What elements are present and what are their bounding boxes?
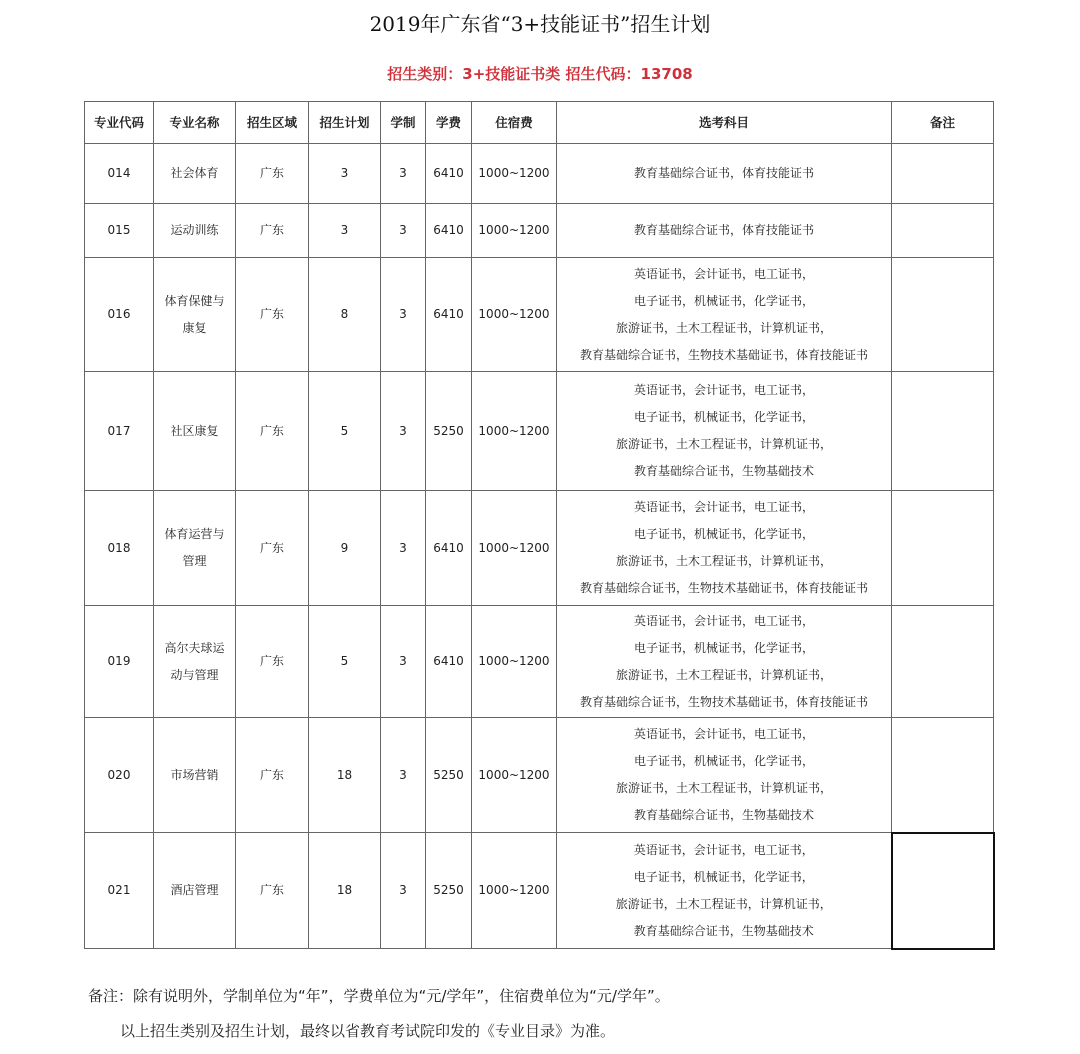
exam-subjects xyxy=(557,258,892,372)
tuition: 6410 xyxy=(426,606,472,718)
major-code: 017 xyxy=(85,372,154,491)
footer-note: 备注：除有说明外，学制单位为“年”，学费单位为“元/学年”，住宿费单位为“元/学年”。 xyxy=(88,987,670,1005)
major-name xyxy=(154,491,236,606)
exam-subjects-line: 电子证书，机械证书，化学证书， xyxy=(633,410,814,424)
exam-subjects-line: 电子证书，机械证书，化学证书， xyxy=(633,527,814,541)
exam-subjects-line: 英语证书，会计证书，电工证书， xyxy=(633,266,814,281)
dorm-fee: 1000~1200 xyxy=(472,372,557,491)
duration: 3 xyxy=(381,372,426,491)
table-row xyxy=(85,258,994,372)
exam-subjects-line: 英语证书，会计证书，电工证书， xyxy=(633,727,814,741)
duration: 3 xyxy=(381,606,426,718)
dorm-fee: 1000~1200 xyxy=(472,606,557,718)
region: 广东 xyxy=(236,718,309,833)
major-name-line: 酒店管理 xyxy=(170,883,219,897)
table-row xyxy=(85,204,994,258)
major-name xyxy=(154,718,236,833)
column-header: 招生计划 xyxy=(309,102,381,144)
major-name-line: 市场营销 xyxy=(170,767,219,782)
enrollment-category: 招生类别：3+技能证书类 招生代码：13708 xyxy=(387,65,693,83)
column-header: 招生区域 xyxy=(236,102,309,144)
remarks xyxy=(892,372,994,491)
major-name-line: 体育保健与 xyxy=(164,293,225,308)
region: 广东 xyxy=(236,204,309,258)
major-name-line: 高尔夫球运 xyxy=(164,640,225,655)
tuition: 6410 xyxy=(426,144,472,204)
table-row xyxy=(85,606,994,718)
exam-subjects-line: 英语证书，会计证书，电工证书， xyxy=(633,613,814,628)
exam-subjects-line: 电子证书，机械证书，化学证书， xyxy=(633,754,814,768)
exam-subjects-line: 教育基础综合证书，生物技术基础证书，体育技能证书 xyxy=(579,347,868,362)
major-code: 021 xyxy=(85,833,154,949)
duration: 3 xyxy=(381,491,426,606)
remarks xyxy=(892,204,994,258)
tuition: 6410 xyxy=(426,204,472,258)
exam-subjects-line: 旅游证书，土木工程证书，计算机证书， xyxy=(615,554,832,568)
column-header: 学制 xyxy=(381,102,426,144)
enrollment-plan: 5 xyxy=(309,372,381,491)
exam-subjects-line: 旅游证书，土木工程证书，计算机证书， xyxy=(615,896,832,911)
enrollment-table xyxy=(84,101,995,950)
major-name-line: 动与管理 xyxy=(170,667,219,682)
exam-subjects-line: 教育基础综合证书，生物基础技术 xyxy=(633,464,814,478)
exam-subjects-line: 英语证书，会计证书，电工证书， xyxy=(633,500,814,514)
exam-subjects-line: 旅游证书，土木工程证书，计算机证书， xyxy=(615,437,832,451)
major-name xyxy=(154,372,236,491)
remarks xyxy=(892,833,994,949)
major-name xyxy=(154,144,236,204)
duration: 3 xyxy=(381,144,426,204)
duration: 3 xyxy=(381,718,426,833)
major-name-line: 康复 xyxy=(182,320,207,335)
column-header: 备注 xyxy=(892,102,994,144)
major-code: 020 xyxy=(85,718,154,833)
exam-subjects-line: 教育基础综合证书，生物基础技术 xyxy=(633,923,814,938)
dorm-fee: 1000~1200 xyxy=(472,258,557,372)
major-name-line: 社区康复 xyxy=(170,423,219,438)
dorm-fee: 1000~1200 xyxy=(472,833,557,949)
exam-subjects xyxy=(557,144,892,204)
exam-subjects-line: 旅游证书，土木工程证书，计算机证书， xyxy=(615,781,832,795)
major-code: 016 xyxy=(85,258,154,372)
table-row xyxy=(85,144,994,204)
enrollment-plan: 3 xyxy=(309,204,381,258)
exam-subjects xyxy=(557,491,892,606)
document-title: 2019年广东省“3+技能证书”招生计划 xyxy=(369,12,711,36)
exam-subjects xyxy=(557,204,892,258)
enrollment-plan: 8 xyxy=(309,258,381,372)
exam-subjects xyxy=(557,833,892,949)
exam-subjects-line: 教育基础综合证书，体育技能证书 xyxy=(633,223,814,237)
tuition: 5250 xyxy=(426,833,472,949)
dorm-fee: 1000~1200 xyxy=(472,718,557,833)
column-header: 学费 xyxy=(426,102,472,144)
exam-subjects xyxy=(557,718,892,833)
duration: 3 xyxy=(381,258,426,372)
major-name xyxy=(154,606,236,718)
exam-subjects-line: 教育基础综合证书，体育技能证书 xyxy=(633,166,814,180)
exam-subjects-line: 电子证书，机械证书，化学证书， xyxy=(633,640,814,655)
remarks xyxy=(892,718,994,833)
tuition: 6410 xyxy=(426,491,472,606)
major-name xyxy=(154,258,236,372)
tuition: 5250 xyxy=(426,718,472,833)
table-row xyxy=(85,491,994,606)
duration: 3 xyxy=(381,833,426,949)
region: 广东 xyxy=(236,258,309,372)
major-code: 015 xyxy=(85,204,154,258)
remarks xyxy=(892,491,994,606)
exam-subjects-line: 教育基础综合证书，生物技术基础证书，体育技能证书 xyxy=(579,694,868,709)
column-header: 住宿费 xyxy=(472,102,557,144)
table-row xyxy=(85,372,994,491)
enrollment-plan: 3 xyxy=(309,144,381,204)
region: 广东 xyxy=(236,491,309,606)
table-header-row xyxy=(85,102,994,144)
exam-subjects-line: 英语证书，会计证书，电工证书， xyxy=(633,842,814,857)
major-name-line: 管理 xyxy=(182,554,207,568)
exam-subjects xyxy=(557,606,892,718)
enrollment-plan: 18 xyxy=(309,718,381,833)
region: 广东 xyxy=(236,144,309,204)
footer-note-2: 以上招生类别及招生计划，最终以省教育考试院印发的《专业目录》为准。 xyxy=(120,1022,616,1040)
region: 广东 xyxy=(236,606,309,718)
column-header: 专业代码 xyxy=(85,102,154,144)
table-row xyxy=(85,833,994,949)
exam-subjects-line: 电子证书，机械证书，化学证书， xyxy=(633,869,814,884)
exam-subjects-line: 教育基础综合证书，生物基础技术 xyxy=(633,808,814,822)
tuition: 5250 xyxy=(426,372,472,491)
column-header: 选考科目 xyxy=(557,102,892,144)
tuition: 6410 xyxy=(426,258,472,372)
exam-subjects-line: 旅游证书，土木工程证书，计算机证书， xyxy=(615,667,832,682)
dorm-fee: 1000~1200 xyxy=(472,204,557,258)
major-name-line: 社会体育 xyxy=(170,166,219,180)
enrollment-plan: 5 xyxy=(309,606,381,718)
dorm-fee: 1000~1200 xyxy=(472,491,557,606)
exam-subjects-line: 教育基础综合证书，生物技术基础证书，体育技能证书 xyxy=(579,581,868,595)
exam-subjects-line: 电子证书，机械证书，化学证书， xyxy=(633,293,814,308)
duration: 3 xyxy=(381,204,426,258)
major-code: 019 xyxy=(85,606,154,718)
enrollment-plan: 9 xyxy=(309,491,381,606)
remarks xyxy=(892,144,994,204)
exam-subjects xyxy=(557,372,892,491)
exam-subjects-line: 英语证书，会计证书，电工证书， xyxy=(633,383,814,397)
major-code: 018 xyxy=(85,491,154,606)
major-code: 014 xyxy=(85,144,154,204)
column-header: 专业名称 xyxy=(154,102,236,144)
region: 广东 xyxy=(236,372,309,491)
dorm-fee: 1000~1200 xyxy=(472,144,557,204)
region: 广东 xyxy=(236,833,309,949)
enrollment-plan: 18 xyxy=(309,833,381,949)
remarks xyxy=(892,606,994,718)
major-name-line: 运动训练 xyxy=(170,223,219,237)
major-name xyxy=(154,204,236,258)
major-name-line: 体育运营与 xyxy=(164,527,225,541)
exam-subjects-line: 旅游证书，土木工程证书，计算机证书， xyxy=(615,320,832,335)
remarks xyxy=(892,258,994,372)
major-name xyxy=(154,833,236,949)
table-row xyxy=(85,718,994,833)
